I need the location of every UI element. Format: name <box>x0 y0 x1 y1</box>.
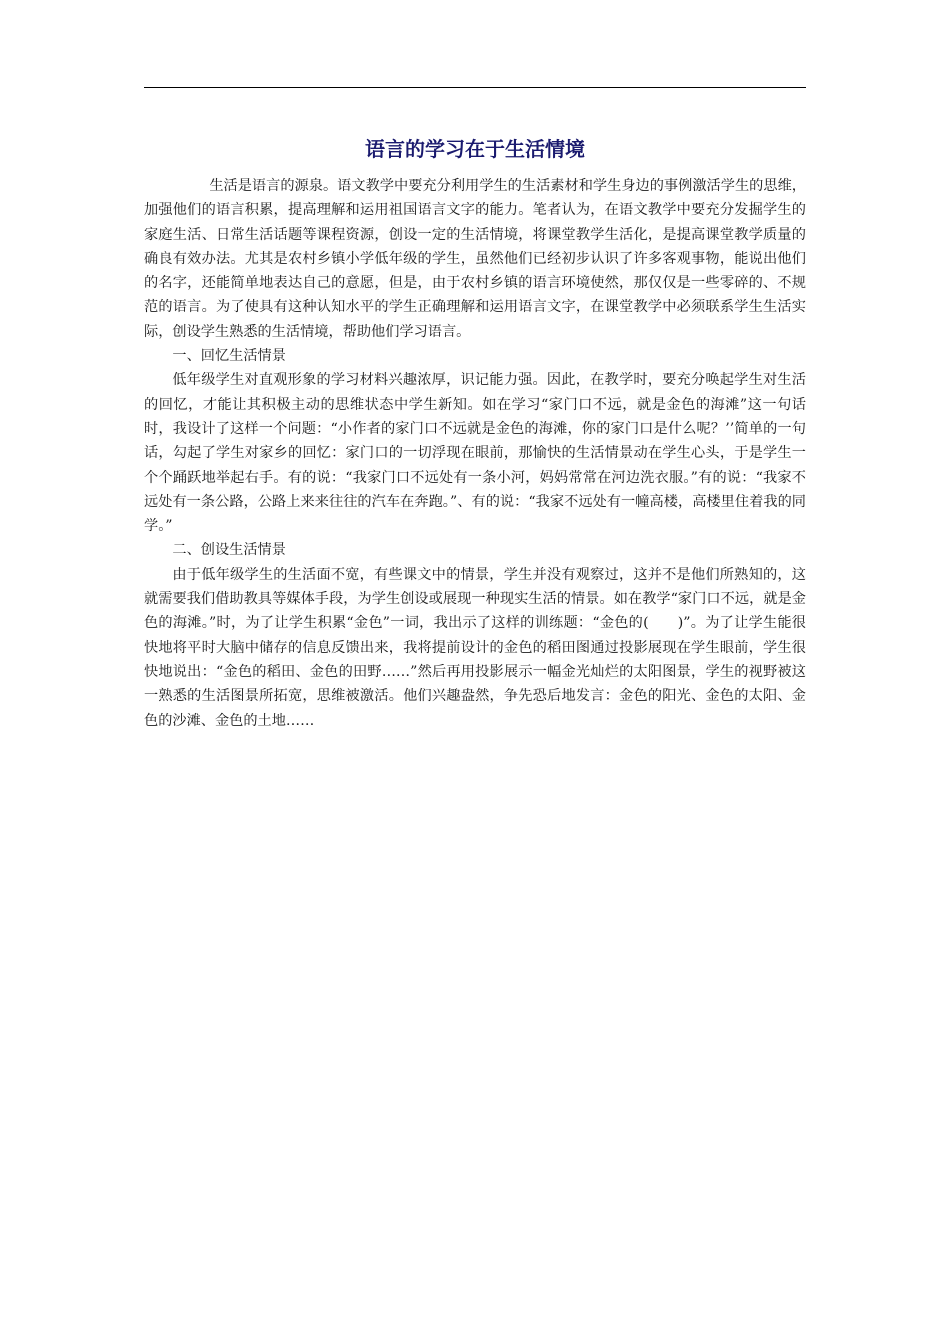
section-recall <box>144 344 806 538</box>
section-create <box>144 538 806 732</box>
intro-paragraph: 生活是语言的源泉。语文教学中要充分利用学生的生活素材和学生身边的事例激活学生的思维，加强他们的语言积累，提高理解和运用祖国语言文字的能力。笔者认为，在语文教学中要充分发掘学生的家庭生活、日常生活话题等课程资源，创设一定的生活情境，将课堂教学生活化，是提高课堂教学质量的确良有效办法。尤其是农村乡镇小学低年级的学生，虽然他们已经初步认识了许多客观事物，能说出他们的名字，还能简单地表达自己的意愿，但是，由于农村乡镇的语言环境使然，那仅仅是一些零碎的、不规范的语言。为了使具有这种认知水平的学生正确理解和运用语言文字，在课堂教学中必须联系学生生活实际，创设学生熟悉的生活情境，帮助他们学习语言。 <box>144 178 806 340</box>
article-title: 语言的学习在于生活情境 <box>365 137 585 161</box>
article-body <box>144 132 806 733</box>
section-paragraph: 由于低年级学生的生活面不宽，有些课文中的情景，学生并没有观察过，这并不是他们所熟知的，这就需要我们借助教具等媒体手段，为学生创设或展现一种现实生活的情景。如在教学“家门口不远，就是金色的海滩。”时，为了让学生积累“金色”一词，我出示了这样的训练题：“金色的( )”。为了让学生能很快地将平时大脑中储存的信息反馈出来，我将提前设计的金色的稻田图通过投影展现在学生眼前，学生很快地说出：“金色的稻田、金色的田野……”然后再用投影展示一幅金光灿烂的太阳图景，学生的视野被这一熟悉的生活图景所拓宽，思维被激活。他们兴趣盎然，争先恐后地发言：金色的阳光、金色的太阳、金色的沙滩、金色的土地…… <box>144 566 806 729</box>
section-heading: 二、创设生活情景 <box>172 542 286 559</box>
section-heading: 一、回忆生活情景 <box>172 348 286 365</box>
section-paragraph: 低年级学生对直观形象的学习材料兴趣浓厚，识记能力强。因此，在教学时，要充分唤起学生对生活的回忆，才能让其积极主动的思维状态中学生新知。如在学习“家门口不远，就是金色的海滩”这一句话时，我设计了这样一个问题：“小作者的家门口不远就是金色的海滩，你的家门口是什么呢？’’简单的一句话，勾起了学生对家乡的回忆：家门口的一切浮现在眼前，那愉快的生活情景动在学生心头，于是学生一个个踊跃地举起右手。有的说：“我家门口不远处有一条小河，妈妈常常在河边洗衣服。”有的说：“我家不远处有一条公路，公路上来来往往的汽车在奔跑。”、有的说：“我家不远处有一幢高楼，高楼里住着我的同学。” <box>144 372 806 535</box>
header-rule <box>144 87 806 88</box>
